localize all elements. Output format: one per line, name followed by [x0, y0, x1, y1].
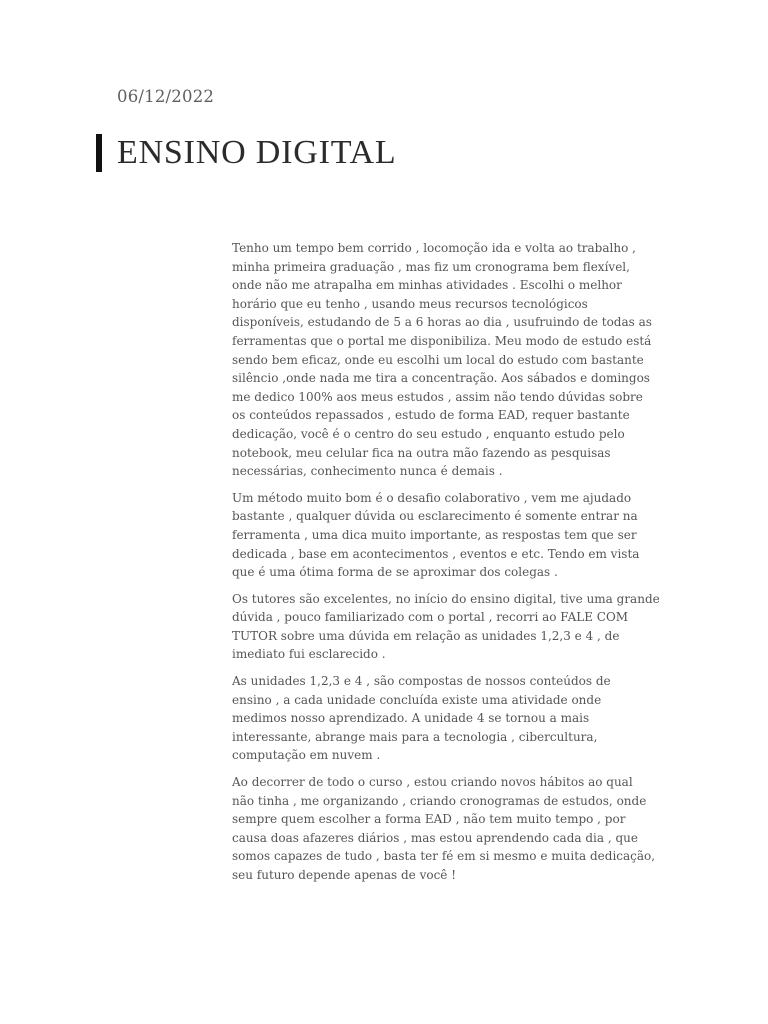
paragraph-line: dedicação, você é o centro do seu estudo , enquanto estudo pelo [232, 426, 625, 441]
paragraph-line: Um método muito bom é o desafio colaborativo , vem me ajudado [232, 490, 632, 505]
paragraph-line: não tinha , me organizando , criando cronogramas de estudos, onde [232, 793, 647, 808]
document-title: ENSINO DIGITAL [117, 134, 397, 171]
paragraph-line: TUTOR sobre uma dúvida em relação as unidades 1,2,3 e 4 , de [232, 628, 620, 643]
body-paragraph [232, 773, 662, 885]
paragraph-line: ferramentas que o portal me disponibiliza. Meu modo de estudo está [232, 333, 652, 348]
paragraph-line: As unidades 1,2,3 e 4 , são compostas de nossos conteúdos de [232, 674, 611, 689]
paragraph-line: ensino , a cada unidade concluída existe uma atividade onde [232, 692, 602, 707]
paragraph-line: seu futuro depende apenas de você ! [232, 868, 457, 882]
paragraph-line: dúvida , pouco familiarizado com o portal , recorri ao FALE COM [232, 610, 629, 625]
paragraph-line: sendo bem eficaz, onde eu escolhi um local do estudo com bastante [232, 352, 644, 367]
document-body [232, 239, 662, 893]
paragraph-line: causa doas afazeres diários , mas estou aprendendo cada dia , que [232, 830, 638, 845]
paragraph-line: dedicada , base em acontecimentos , eventos e etc. Tendo em vista [232, 546, 640, 561]
paragraph-line: Ao decorrer de todo o curso , estou criando novos hábitos ao qual [232, 775, 633, 790]
paragraph-line: Tenho um tempo bem corrido , locomoção ida e volta ao trabalho , [232, 241, 636, 255]
paragraph-line: Os tutores são excelentes, no início do ensino digital, tive uma grande [232, 591, 660, 606]
paragraph-line: disponíveis, estudando de 5 a 6 horas ao dia , usufruindo de todas as [232, 315, 652, 330]
paragraph-line: necessárias, conhecimento nunca é demais . [232, 464, 503, 479]
paragraph-line: somos capazes de tudo , basta ter fé em si mesmo e muita dedicação, [232, 849, 656, 864]
paragraph-line: minha primeira graduação , mas fiz um cronograma bem flexível, [232, 259, 630, 274]
paragraph-line: medimos nosso aprendizado. A unidade 4 se tornou a mais [232, 711, 590, 726]
paragraph-line: interessante, abrange mais para a tecnologia , cibercultura, [232, 729, 598, 744]
paragraph-line: onde não me atrapalha em minhas atividades . Escolhi o melhor [232, 278, 622, 293]
paragraph-line: ferramenta , uma dica muito importante, as respostas tem que ser [232, 527, 637, 542]
paragraph-line: bastante , qualquer dúvida ou esclarecimento é somente entrar na [232, 509, 638, 524]
body-paragraph [232, 672, 662, 765]
body-paragraph [232, 590, 662, 664]
document-date: 06/12/2022 [117, 87, 215, 106]
paragraph-line: que é uma ótima forma de se aproximar dos colegas . [232, 565, 558, 580]
paragraph-line: notebook, meu celular fica na outra mão fazendo as pesquisas [232, 445, 611, 460]
body-paragraph [232, 239, 662, 481]
paragraph-line: me dedico 100% aos meus estudos , assim não tendo dúvidas sobre [232, 389, 643, 404]
paragraph-line: silêncio ,onde nada me tira a concentração. Aos sábados e domingos [232, 371, 650, 386]
title-accent-bar [96, 134, 102, 172]
paragraph-line: sempre quem escolher a forma EAD , não tem muito tempo , por [232, 812, 626, 827]
paragraph-line: horário que eu tenho , usando meus recursos tecnológicos [232, 296, 588, 311]
body-paragraph [232, 489, 662, 582]
paragraph-line: imediato fui esclarecido . [232, 647, 386, 662]
paragraph-line: computação em nuvem . [232, 748, 381, 763]
paragraph-line: os conteúdos repassados , estudo de forma EAD, requer bastante [232, 408, 630, 423]
